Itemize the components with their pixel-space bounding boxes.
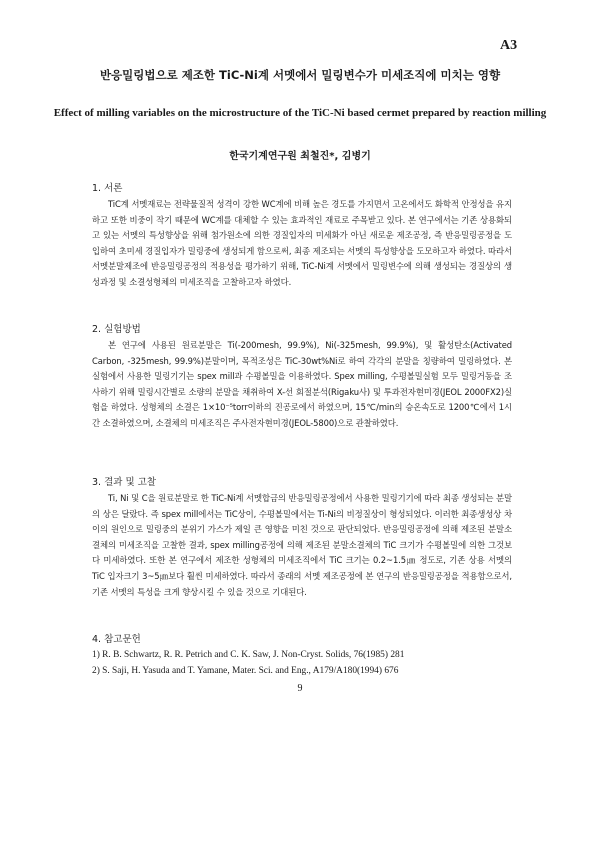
section-results	[92, 474, 512, 600]
section-heading: 3. 결과 및 고찰	[92, 477, 157, 488]
reference-list	[92, 648, 512, 679]
section-introduction	[92, 180, 512, 291]
section-heading: 4. 참고문헌	[92, 634, 141, 645]
title-korean: 반응밀링법으로 제조한 TiC-Ni계 서멧에서 밀링변수가 미세조직에 미치는 영향	[99, 68, 501, 82]
section-methods	[92, 321, 512, 432]
section-body: TiC계 서멧재료는 전략물질적 성격이 강한 WC계에 비해 높은 경도를 가지면서 고온에서도 화학적 안정성을 유지하고 또한 비중이 작기 때문에 WC계를 대체할 수 있는 효과적인 재료로 주목받고 있다. 본 연구에서는 기존 상용화되고 있는 서멧의 특성향상을 위해 첨가원소에 의한 경질입자의 미세화가 아닌 새로운 제조공정, 즉 반응밀링공정을 도입하여 초미세 경질입자가 밀링중에 생성되게 함으로써, 최종 제조되는 서멧의 특성향상을 도모하고자 하였다. 따라서 서멧분말제조에 반응밀링공정의 적용성을 평가하기 위해, TiC-Ni계 서멧에서 밀링변수에 의해 생성되는 경질상의 생성과정 및 소결성형체의 미세조직을 고찰하고자 하였다.	[92, 199, 512, 287]
title-english: Effect of milling variables on the microstructure of the TiC-Ni based cermet prepared by reaction milling	[53, 107, 547, 119]
section-heading: 2. 실험방법	[92, 324, 141, 335]
reference-item: 1) R. B. Schwartz, R. R. Petrich and C. K. Saw, J. Non-Cryst. Solids, 76(1985) 281	[92, 650, 405, 660]
reference-item: 2) S. Saji, H. Yasuda and T. Yamane, Mater. Sci. and Eng., A179/A180(1994) 676	[92, 665, 399, 676]
authors: 한국기계연구원 최철진*, 김병기	[229, 151, 371, 162]
page-id: A3	[500, 38, 518, 53]
section-body: Ti, Ni 및 C을 원료분말로 한 TiC-Ni계 서멧합금의 반응밀링공정에서 사용한 밀링기기에 따라 최종 생성되는 분말의 상은 달랐다. 즉 spex mill에서는 TiC상이, 수평볼밀에서는 Ti-Ni의 비정질상이 형성되었다. 이러한 최종생성상 차이의 원인으로 밀링중의 분위기 가스가 제일 큰 영향을 미친 것으로 판단되었다. 반응밀링공정에 의해 제조된 분말소결체의 미세조직을 고찰한 결과, spex milling공정에 의해 제조된 분말소결체의 TiC 크기가 수평볼밀에 의한 그것보다 미세하였다. 또한 본 연구에서 제조한 성형체의 미세조직에서 TiC 크기는 0.2~1.5㎛ 정도로, 기존 상용 서멧의 TiC 입자크기 3~5㎛보다 훨씬 미세하였다. 따라서 종래의 서멧 제조공정에 본 연구의 반응밀링공정을 적용함으로서, 기존 서멧의 특성을 크게 향상시킬 수 있을 것으로 기대된다.	[92, 493, 512, 597]
section-heading: 1. 서론	[92, 183, 123, 194]
page-number: 9	[297, 683, 303, 694]
section-body: 본 연구에 사용된 원료분말은 Ti(-200mesh, 99.9%), Ni(-325mesh, 99.9%), 및 활성탄소(Activated Carbon, -325mesh, 99.9%)분말이며, 목적조성은 TiC-30wt%Ni로 하여 각각의 분말을 칭량하여 밀링하였다. 본 실험에서 사용한 밀링기기는 spex mill과 수평볼밀을 이용하였다. Spex milling, 수평볼밀실험 모두 밀링거동을 조사하기 위해 밀링시간별로 소량의 분말을 채취하여 X-선 회절분석(Rigaku사) 및 투과전자현미경(JEOL 2000FX2)실험을 하였다. 성형체의 소결은 1×10⁻⁵torr이하의 진공로에서 하였으며, 15℃/min의 승온속도로 1200℃에서 1시간 소결하였으며, 소결체의 미세조직은 주사전자현미경(JEOL-5800)으로 관찰하였다.	[92, 340, 512, 428]
section-references	[92, 631, 512, 679]
